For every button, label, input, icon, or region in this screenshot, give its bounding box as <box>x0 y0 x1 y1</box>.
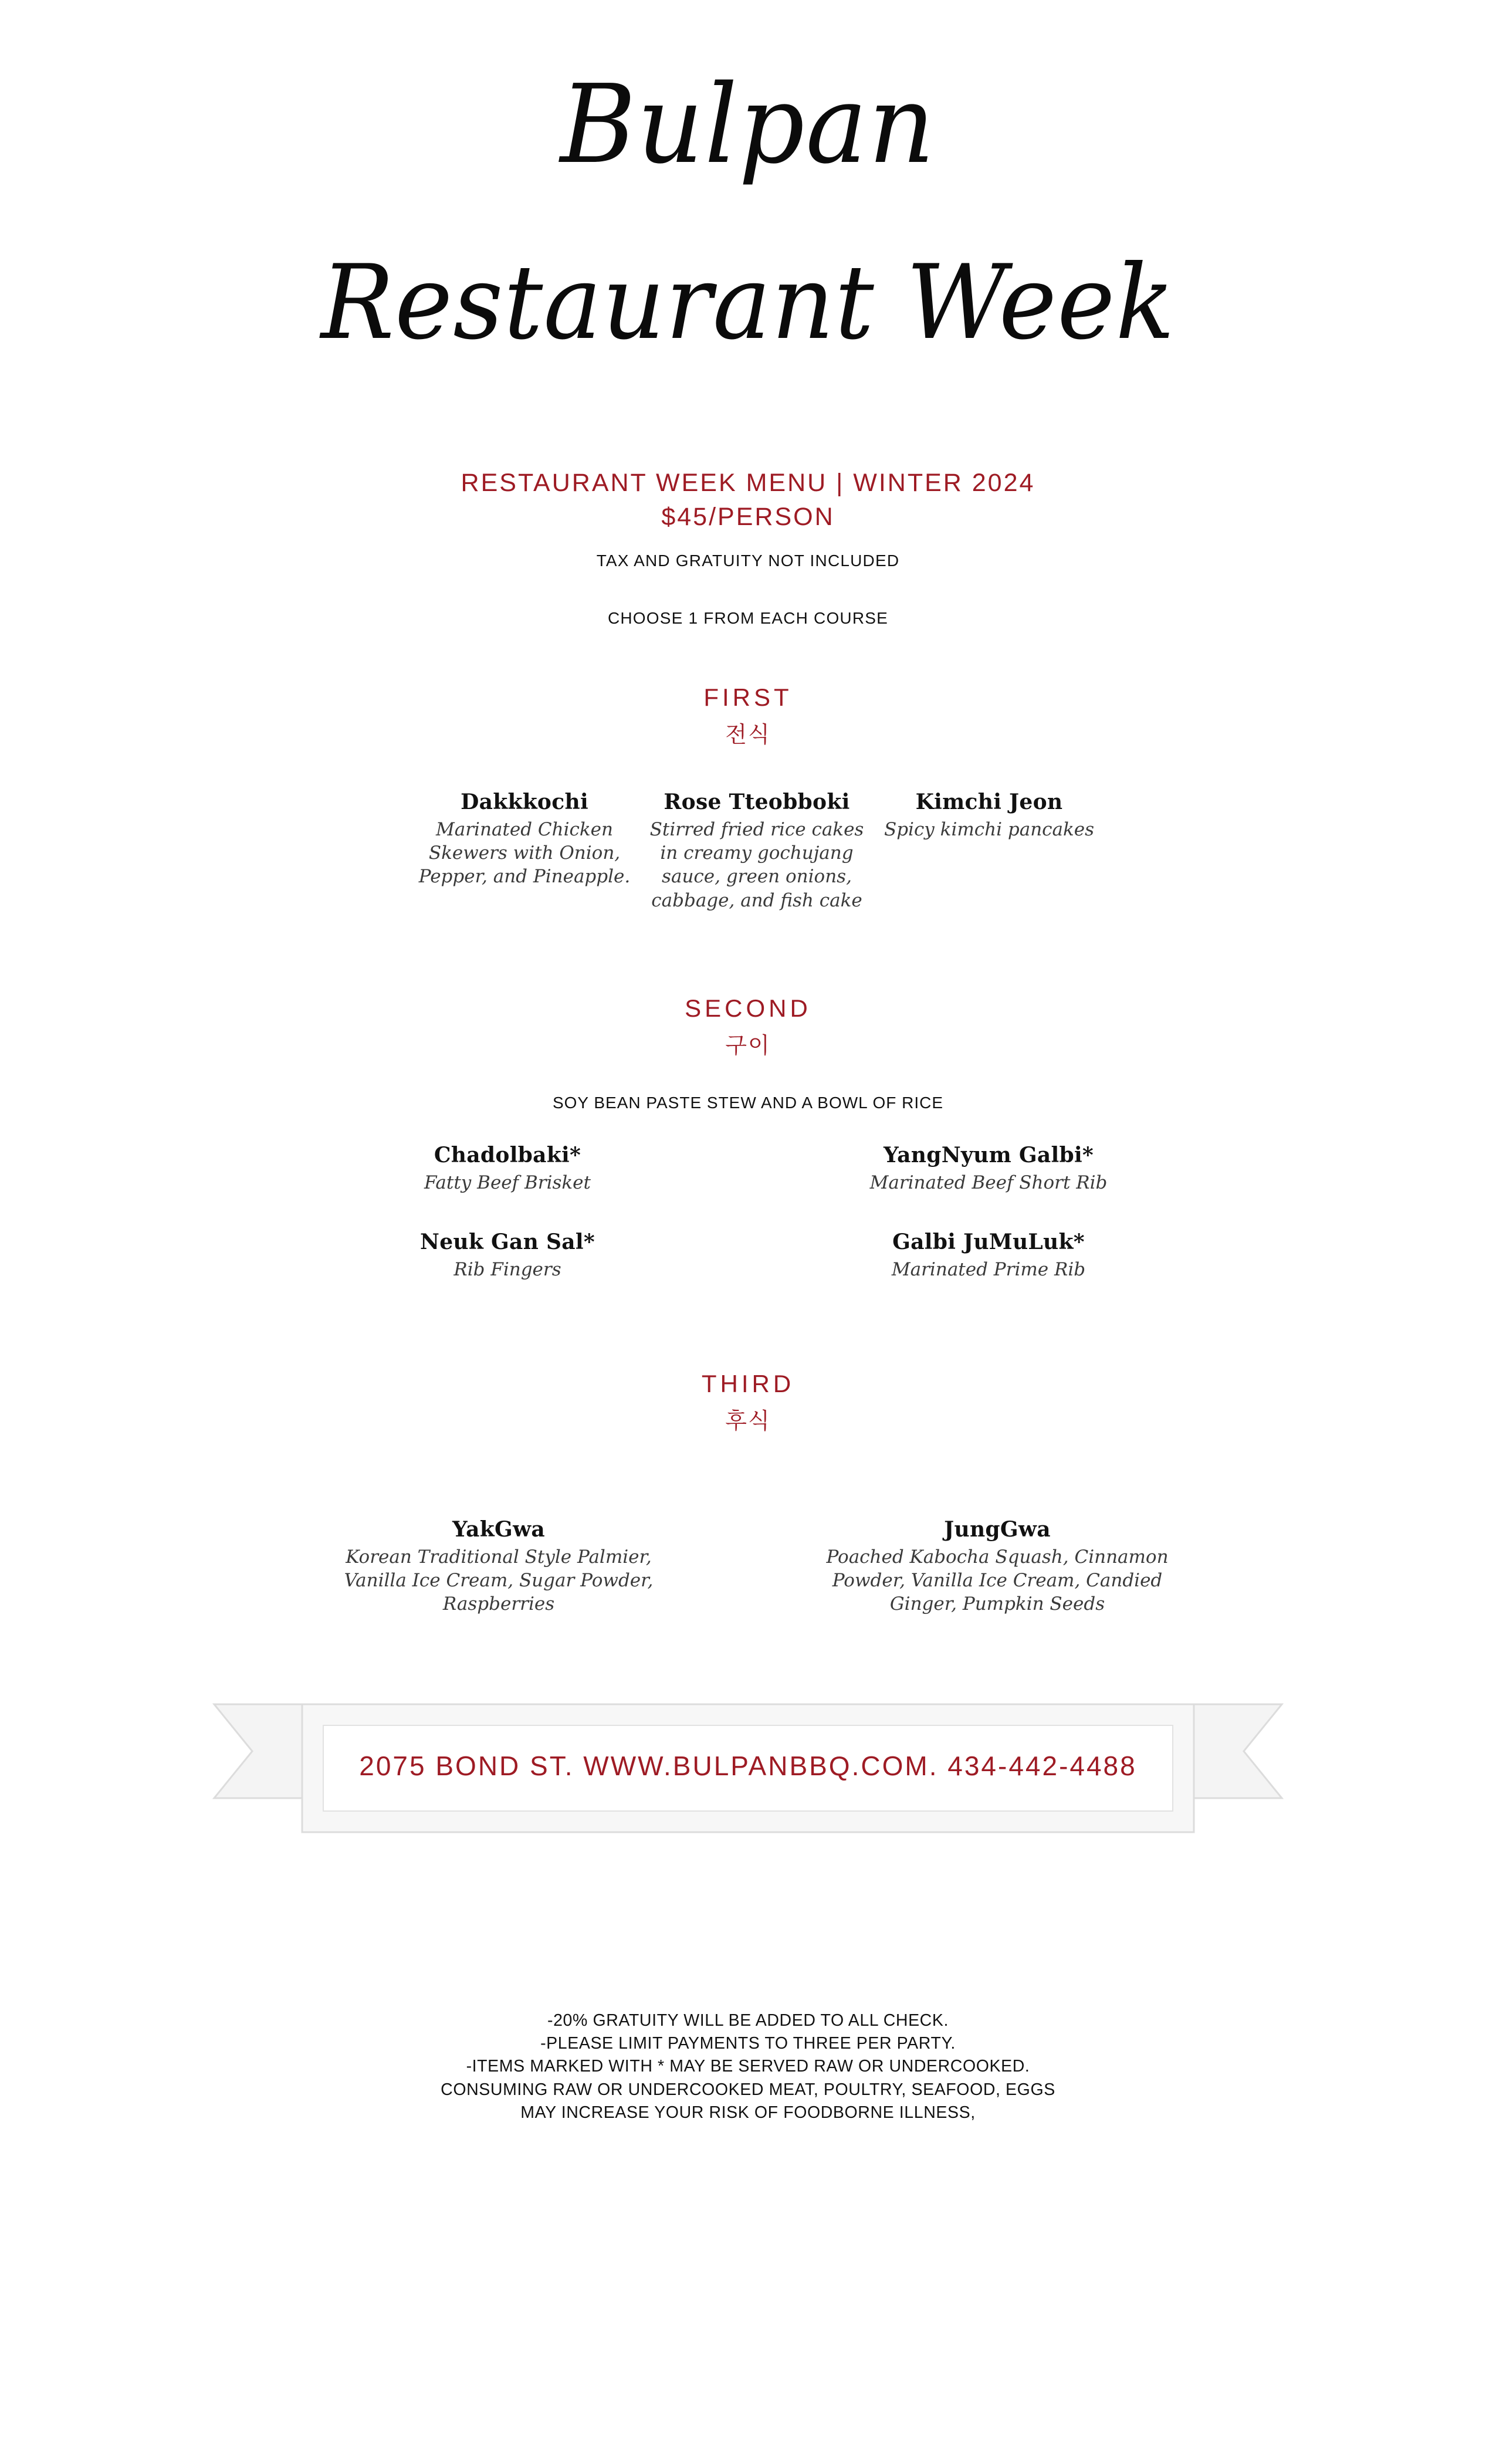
course-third-label: THIRD <box>701 1369 795 1397</box>
contact-info[interactable]: 2075 BOND ST. WWW.BULPANBBQ.COM. 434-442-4488 <box>359 1750 1137 1781</box>
dish-description: Fatty Beef Brisket <box>424 1172 591 1194</box>
course-header-first <box>0 683 1496 749</box>
dish-name: Dakkkochi <box>461 789 588 814</box>
dish-name: Kimchi Jeon <box>915 789 1063 814</box>
brand-name: Bulpan <box>560 61 936 188</box>
second-course-items <box>0 1143 1496 1282</box>
dish-description: Marinated Prime Rib <box>891 1259 1086 1281</box>
dish-name: Chadolbaki* <box>434 1143 581 1168</box>
dish-name: Rose Tteobboki <box>664 789 850 814</box>
second-course-column-right <box>836 1143 1141 1282</box>
footer-line-4: CONSUMING RAW OR UNDERCOOKED MEAT, POULTRY, SEAFOOD, EGGS <box>441 2080 1055 2099</box>
dish-name: JungGwa <box>944 1517 1051 1542</box>
course-header-second <box>0 994 1496 1060</box>
footer-line-2: -PLEASE LIMIT PAYMENTS TO THREE PER PARTY. <box>540 2033 956 2053</box>
menu-item <box>641 790 873 912</box>
menu-item <box>824 1517 1170 1616</box>
menu-item <box>408 790 641 889</box>
dish-description: Korean Traditional Style Palmier, Vanilla Ice Cream, Sugar Powder, Raspberries <box>344 1546 654 1615</box>
menu-item <box>355 1143 660 1194</box>
brand-header <box>0 0 1496 363</box>
menu-item <box>355 1230 660 1281</box>
dish-description: Stirred fried rice cakes in creamy gochujang sauce, green onions, cabbage, and fish cake <box>649 818 864 911</box>
dish-description: Marinated Beef Short Rib <box>869 1172 1108 1194</box>
dish-name: YakGwa <box>452 1517 546 1542</box>
footer-line-1: -20% GRATUITY WILL BE ADDED TO ALL CHECK. <box>547 2011 949 2030</box>
footer-disclaimer <box>0 2009 1496 2125</box>
course-second-label: SECOND <box>685 994 811 1023</box>
menu-title: RESTAURANT WEEK MENU | WINTER 2024 <box>461 468 1035 497</box>
first-course-items <box>0 790 1496 912</box>
course-first-label-kr: 전식 <box>725 721 771 747</box>
dish-name: Neuk Gan Sal* <box>420 1230 595 1255</box>
menu-item <box>836 1143 1141 1194</box>
course-third-label-kr: 후식 <box>725 1407 771 1434</box>
menu-item <box>873 790 1105 841</box>
dish-name: YangNyum Galbi* <box>883 1143 1094 1168</box>
choose-note: CHOOSE 1 FROM EACH COURSE <box>607 608 889 627</box>
course-header-third <box>0 1370 1496 1435</box>
third-course-items <box>0 1517 1496 1616</box>
dish-description: Poached Kabocha Squash, Cinnamon Powder, Vanilla Ice Cream, Candied Ginger, Pumpkin Seeds <box>826 1546 1169 1615</box>
footer-line-5: MAY INCREASE YOUR RISK OF FOODBORNE ILLNESS, <box>520 2103 976 2122</box>
dish-description: Spicy kimchi pancakes <box>884 818 1095 840</box>
footer-line-3: -ITEMS MARKED WITH * MAY BE SERVED RAW OR UNDERCOOKED. <box>466 2057 1030 2076</box>
second-course-note: SOY BEAN PASTE STEW AND A BOWL OF RICE <box>552 1094 944 1112</box>
menu-item <box>326 1517 672 1616</box>
menu-item <box>836 1230 1141 1281</box>
brand-subtitle: Restaurant Week <box>320 243 1176 363</box>
dish-description: Marinated Chicken Skewers with Onion, Pepper, and Pineapple. <box>418 818 631 888</box>
contact-ribbon <box>0 1681 1496 1839</box>
menu-price: $45/PERSON <box>661 502 835 531</box>
second-course-column-left <box>355 1143 660 1282</box>
menu-meta <box>0 466 1496 628</box>
course-first-label: FIRST <box>703 683 793 711</box>
tax-note: TAX AND GRATUITY NOT INCLUDED <box>596 551 900 570</box>
dish-name: Galbi JuMuLuk* <box>892 1230 1085 1255</box>
dish-description: Rib Fingers <box>453 1259 561 1281</box>
course-second-label-kr: 구이 <box>725 1033 771 1059</box>
